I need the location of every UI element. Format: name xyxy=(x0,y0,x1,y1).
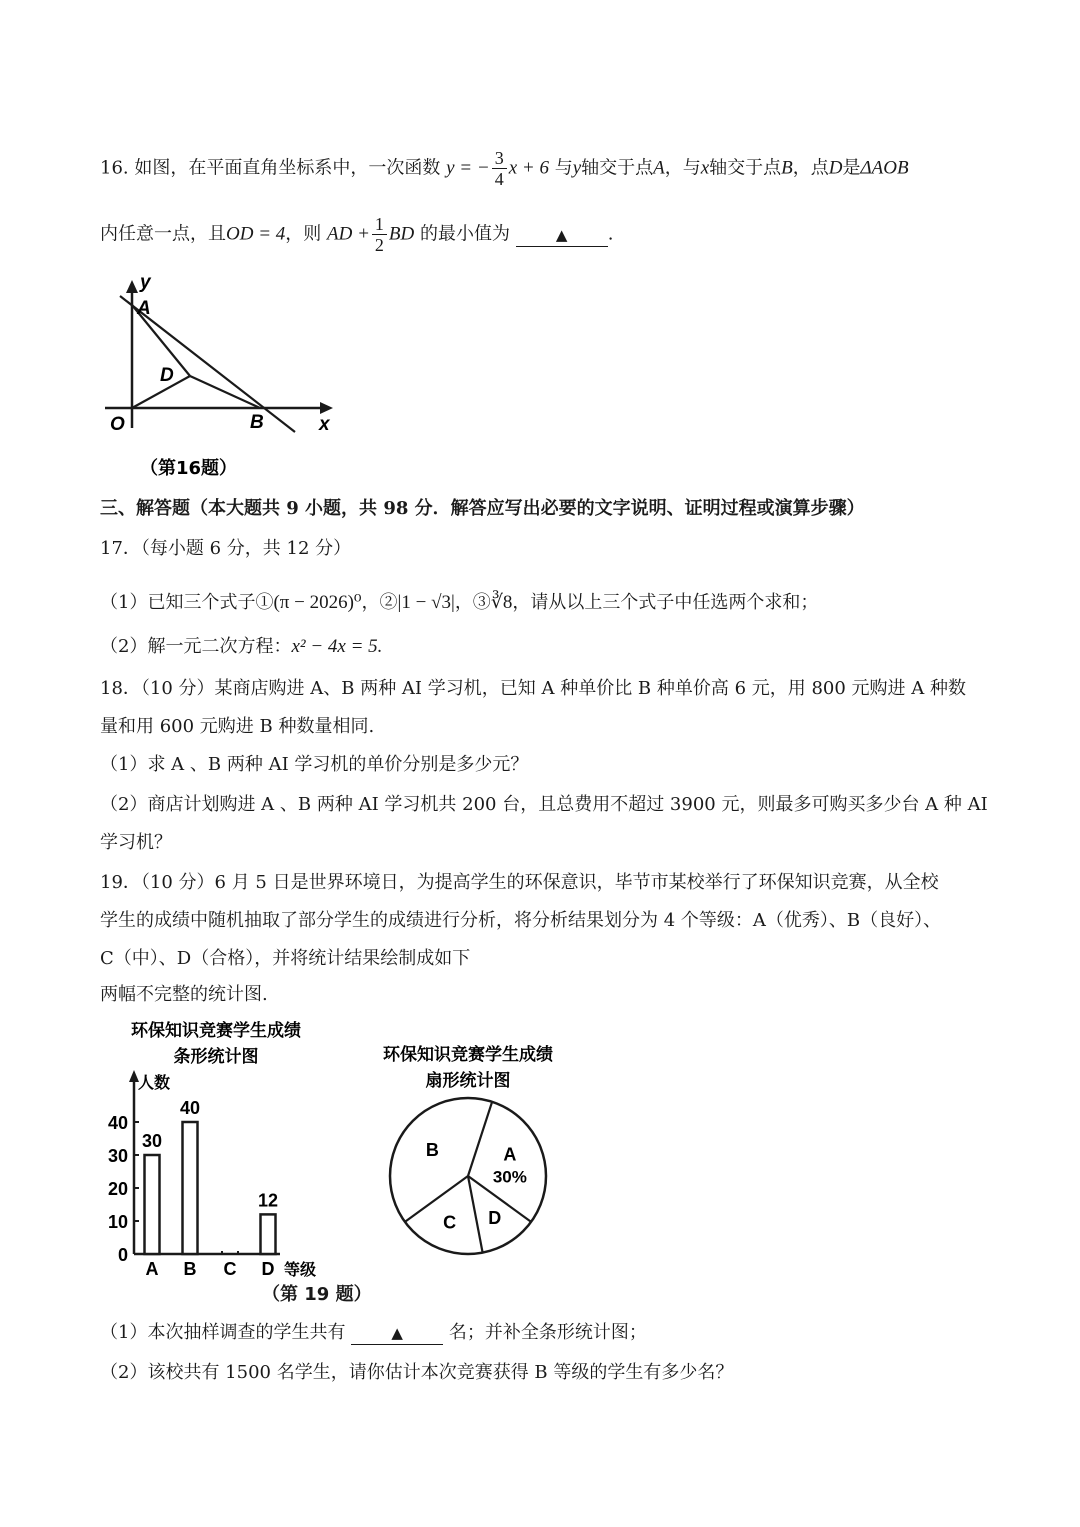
point-b: B xyxy=(781,157,793,179)
pie-chart-title: 环保知识竞赛学生成绩 xyxy=(383,1045,553,1065)
bar-chart-xlabel: 等级 xyxy=(284,1260,317,1279)
od-expression: OD = 4 xyxy=(226,223,286,245)
figure-16 xyxy=(100,268,350,483)
y-variable: y xyxy=(572,157,582,179)
q18-part-2-line-1: （2）商店计划购进 A 、B 两种 AI 学习机共 200 台，且总费用不超过 3900 元，则最多可购买多少台 A 种 AI xyxy=(100,794,988,815)
q16-text: ，则 xyxy=(285,223,322,245)
section-3-title: 三、解答题（本大题共 9 小题，共 98 分．解答应写出必要的文字说明、证明过程或演算步骤） xyxy=(100,498,865,519)
q16-text: 轴交于点 xyxy=(581,157,654,179)
bar-y-tick-label: 30 xyxy=(107,1146,128,1166)
pie-chart xyxy=(360,1036,590,1266)
expression-rhs: BD xyxy=(388,223,415,245)
answer-blank xyxy=(516,224,608,247)
q16-text: ，点 xyxy=(792,157,829,179)
x-axis-arrow xyxy=(320,402,333,414)
point-d: D xyxy=(828,157,843,179)
bar-category-label: D xyxy=(261,1259,275,1279)
label-d: D xyxy=(160,365,174,386)
q19-line-4: 两幅不完整的统计图. xyxy=(100,984,268,1005)
function-rhs: x + 6 xyxy=(508,157,549,179)
q19-text: 名；并补全条形统计图； xyxy=(448,1322,647,1343)
label-x: x xyxy=(319,414,330,435)
bar-y-tick-label: 10 xyxy=(107,1212,128,1232)
q19-part-2: （2）该校共有 1500 名学生，请你估计本次竞赛获得 B 等级的学生有多少名？ xyxy=(100,1362,734,1383)
bar-chart-subtitle: 条形统计图 xyxy=(173,1047,259,1067)
figure-19-caption: （第 19 题） xyxy=(262,1284,372,1305)
expression-1: (π − 2026)⁰ xyxy=(273,592,362,613)
blank-triangle-mark: ▲ xyxy=(391,1324,403,1342)
q16-text: ，与 xyxy=(664,157,701,179)
q16-text: 如图，在平面直角坐标系中，一次函数 xyxy=(134,157,441,179)
q16-text: 是 xyxy=(842,157,861,179)
fraction-numerator: 1 xyxy=(372,214,387,235)
bar-category-label: B xyxy=(183,1259,197,1279)
segment-bd xyxy=(190,376,260,408)
expression-fraction xyxy=(372,214,387,255)
figure-16-caption: （第16题） xyxy=(140,458,238,479)
q19-line-1: 19．（10 分）6 月 5 日是世界环境日，为提高学生的环保意识，毕节市某校举行了环保知识竞赛，从全校 xyxy=(100,872,939,893)
pie-slice-A-label: A xyxy=(503,1144,517,1165)
q17-part-2 xyxy=(100,634,382,660)
bar-category-label: A xyxy=(145,1259,159,1279)
bar-B xyxy=(183,1122,198,1254)
q16-text: 与 xyxy=(554,157,573,179)
q16-text: 的最小值为 xyxy=(419,223,510,245)
bar-chart xyxy=(98,1014,358,1294)
x-variable: x xyxy=(700,157,710,179)
q17-text: ，③ xyxy=(454,592,491,613)
bar-D xyxy=(261,1214,276,1254)
q17-header: 17．（每小题 6 分，共 12 分） xyxy=(100,538,352,559)
q17-text: ，请从以上三个式子中任选两个求和； xyxy=(512,592,819,613)
q16-line-1 xyxy=(100,148,909,189)
y-axis-arrow xyxy=(126,280,138,293)
expression-3: ∛8 xyxy=(490,592,513,613)
q18-part-1: （1）求 A 、B 两种 AI 学习机的单价分别是多少元？ xyxy=(100,754,529,775)
label-o: O xyxy=(110,414,125,435)
pie-slice-percent-label: 30% xyxy=(492,1167,527,1187)
q18-line-2: 量和用 600 元购进 B 种数量相同. xyxy=(100,716,375,737)
bar-data-label: 30 xyxy=(141,1131,163,1151)
q18-line-1: 18．（10 分）某商店购进 A、B 两种 AI 学习机，已知 A 种单价比 B 种单价高 6 元，用 800 元购进 A 种数 xyxy=(100,678,967,699)
expression-lhs: AD + xyxy=(327,223,370,245)
q17-text: ，② xyxy=(361,592,398,613)
blank-triangle-mark: ▲ xyxy=(555,225,568,244)
q17-text: （1）已知三个式子① xyxy=(100,592,274,613)
bar-data-label: 40 xyxy=(179,1098,201,1118)
bar-y-tick-label: 40 xyxy=(107,1113,128,1133)
fraction-denominator: 2 xyxy=(374,235,384,255)
label-b: B xyxy=(250,412,264,433)
q19-text: （1）本次抽样调查的学生共有 xyxy=(100,1322,346,1343)
bar-chart-ylabel: 人数 xyxy=(138,1073,171,1092)
q17-text: （2）解一元二次方程： xyxy=(100,636,292,657)
q17-part-1 xyxy=(100,590,818,616)
q16-text: . xyxy=(607,223,614,245)
pie-slice-D-label: D xyxy=(488,1208,502,1229)
bar-data-label: 12 xyxy=(257,1190,279,1211)
q19-part-1 xyxy=(100,1320,647,1346)
q16-text: 轴交于点 xyxy=(709,157,782,179)
bar-y-tick-label: 20 xyxy=(107,1179,128,1199)
bar-category-label: C xyxy=(223,1259,237,1279)
q19-line-3: C（中）、D（合格），并将统计结果绘制成如下 xyxy=(100,948,471,969)
q18-part-2-line-2: 学习机？ xyxy=(100,832,172,853)
q19-line-2: 学生的成绩中随机抽取了部分学生的成绩进行分析，将分析结果划分为 4 个等级：A（优秀）、B（良好）、 xyxy=(100,910,942,931)
label-a: A xyxy=(137,298,151,319)
pie-slice-B-label: B xyxy=(425,1140,439,1161)
triangle-aob: ΔAOB xyxy=(860,157,909,179)
bar-chart-title: 环保知识竞赛学生成绩 xyxy=(131,1021,301,1041)
fraction-denominator: 4 xyxy=(494,169,504,189)
point-a: A xyxy=(653,157,665,179)
label-y: y xyxy=(140,272,151,293)
pie-slice-C-label: C xyxy=(443,1212,457,1233)
function-fraction xyxy=(492,148,507,189)
expression-2: |1 − √3| xyxy=(397,592,455,613)
pie-chart-subtitle: 扇形统计图 xyxy=(425,1071,511,1091)
q16-line-2 xyxy=(100,214,613,255)
bar-A xyxy=(145,1155,160,1254)
bar-y-tick-label: 0 xyxy=(117,1245,128,1265)
answer-blank xyxy=(351,1322,443,1345)
function-lhs: y = − xyxy=(446,157,490,179)
q16-text: 内任意一点，且 xyxy=(100,223,226,245)
quadratic-equation: x² − 4x = 5. xyxy=(291,636,383,657)
fraction-numerator: 3 xyxy=(492,148,507,169)
q16-number: 16. xyxy=(100,157,129,179)
